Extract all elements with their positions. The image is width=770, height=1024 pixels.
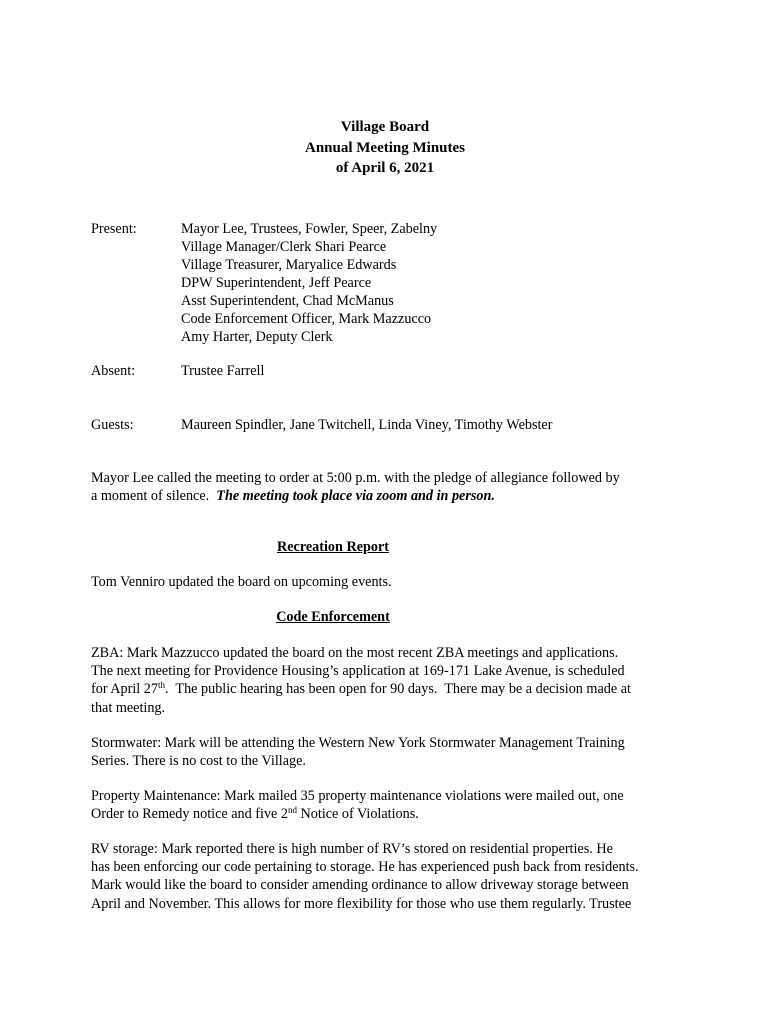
opening-paragraph [91,469,681,505]
stormwater-line-2: Series. There is no cost to the Village. [91,753,306,770]
ordinal-suffix: th [158,680,166,691]
present-name: Village Manager/Clerk Shari Pearce [181,239,387,255]
recreation-heading: Recreation Report [276,539,390,555]
zba-line-1: ZBA: Mark Mazzucco updated the board on the most recent ZBA meetings and applications. [91,645,619,661]
opening-emphasis: The meeting took place via zoom and in person. [216,488,495,505]
stormwater-paragraph [91,734,681,770]
property-paragraph [91,787,681,823]
property-text: Order to Remedy notice and five 2 [91,806,288,823]
opening-line-1: Mayor Lee called the meeting to order at 5:00 p.m. with the pledge of allegiance followed by [91,470,620,486]
property-line-1: Property Maintenance: Mark mailed 35 property maintenance violations were mailed out, one [91,788,624,804]
document-title [0,117,770,179]
zba-paragraph [91,644,681,717]
code-enforcement-heading: Code Enforcement [276,609,390,625]
absent-value: Trustee Farrell [181,363,265,379]
zba-line-3 [91,680,681,698]
title-line-1: Village Board [340,119,430,135]
recreation-text: Tom Venniro updated the board on upcoming events. [91,574,392,590]
present-label: Present: [91,221,137,237]
title-line-2: Annual Meeting Minutes [304,139,465,156]
ordinal-suffix: nd [287,805,297,816]
zba-line-4: that meeting. [91,699,166,716]
present-name: Mayor Lee, Trustees, Fowler, Speer, Zabelny [181,221,438,237]
rv-line-1: RV storage: Mark reported there is high number of RV’s stored on residential properties. He [91,841,613,857]
property-line-2 [91,805,681,823]
present-list [181,220,681,346]
guests-value: Maureen Spindler, Jane Twitchell, Linda Viney, Timothy Webster [181,417,553,433]
zba-text: . The public hearing has been open for 90 days. There may be a decision made at [165,681,631,698]
guests-label: Guests: [91,417,134,433]
title-line-3: of April 6, 2021 [335,160,435,176]
rv-line-2: has been enforcing our code pertaining to storage. He has experienced push back from residents. [91,859,639,876]
zba-line-2: The next meeting for Providence Housing’s application at 169-171 Lake Avenue, is scheduled [91,663,625,680]
rv-storage-paragraph [91,840,681,913]
stormwater-line-1: Stormwater: Mark will be attending the Western New York Stormwater Management Training [91,735,625,751]
present-name: Code Enforcement Officer, Mark Mazzucco [181,311,432,327]
opening-text: a moment of silence. [91,488,217,505]
present-name: Asst Superintendent, Chad McManus [181,293,394,309]
property-text: Notice of Violations. [296,806,419,823]
present-name: Amy Harter, Deputy Clerk [181,329,333,345]
present-name: DPW Superintendent, Jeff Pearce [181,275,372,291]
opening-line-2 [91,487,681,505]
absent-label: Absent: [91,363,136,379]
present-name: Village Treasurer, Maryalice Edwards [181,257,397,273]
rv-line-4: April and November. This allows for more flexibility for those who use them regularly. Trustee [91,895,632,912]
rv-line-3: Mark would like the board to consider amending ordinance to allow driveway storage between [91,877,629,894]
zba-text: for April 27 [91,681,158,698]
